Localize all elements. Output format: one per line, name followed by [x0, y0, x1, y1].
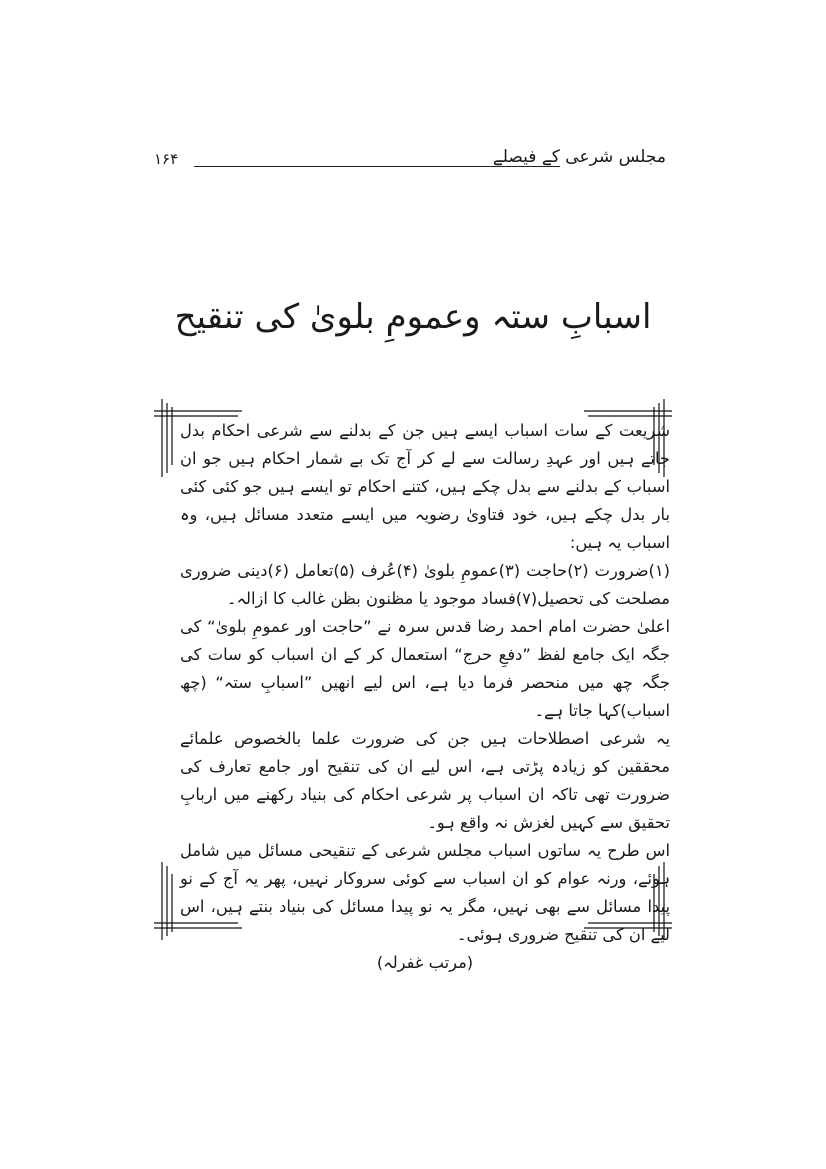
running-header [154, 142, 666, 178]
book-title: مجلس شرعی کے فیصلے [492, 147, 666, 167]
paragraph-terms: یہ شرعی اصطلاحات ہیں جن کی ضرورت علما بالخصوص علمائے محققین کو زیادہ پڑتی ہے، اس لیے ان کی تنقیح اور جامع تعارف کی ضرورت تھی تاکہ ان اسباب پر شرعی احکام کی بنیاد رکھنے میں اربابِ تحقیق سے کہیں لغزش نہ واقع ہو۔ [180, 729, 670, 832]
paragraph-conclusion: اس طرح یہ ساتوں اسباب مجلس شرعی کے تنقیحی مسائل میں شامل ہوئے، ورنہ عوام کو ان اسباب سے کوئی سروکار نہیں، پھر یہ آج کے نو پیدا مسائل سے بھی نہیں، مگر یہ نو پیدا مسائل کی بنیاد بنتے ہیں، اس لیے ان کی تنقیح ضروری ہوئی۔ [180, 841, 670, 944]
paragraph-intro: شریعت کے سات اسباب ایسے ہیں جن کے بدلنے سے شرعی احکام بدل جاتے ہیں اور عہدِ رسالت سے لے کر آج تک بے شمار احکام ہیں جو ان اسباب کے بدلنے سے بدل چکے ہیں، کتنے احکام تو ایسے ہیں جو کئی کئی بار بدل چکے ہیں، خود فتاویٰ رضویہ میں ایسے متعدد مسائل ہیں، وہ اسباب یہ ہیں: [180, 421, 670, 552]
page-number: ۱۶۴ [154, 150, 179, 168]
paragraph-list-of-causes: (۱)ضرورت (۲)حاجت (۳)عمومِ بلویٰ (۴)عُرف (۵)تعامل (۶)دینی ضروری مصلحت کی تحصیل(۷)فساد موجود یا مظنون بظن غالب کا ازالہ۔ [180, 561, 670, 608]
signature: (مرتب غفرلہ) [376, 953, 474, 972]
chapter-title: اسبابِ ستہ وعمومِ بلویٰ کی تنقیح [174, 297, 652, 337]
paragraph-ala-hazrat: اعلیٰ حضرت امام احمد رضا قدس سرہ نے ”حاجت اور عمومِ بلویٰ“ کی جگہ ایک جامع لفظ ”دفعِ حرج“ استعمال کر کے ان اسباب کو سات کی جگہ چھ میں منحصر فرما دیا ہے، اس لیے انھیں ”اسبابِ ستہ“ (چھ اسباب)کہا جاتا ہے۔ [180, 617, 670, 720]
body-text [180, 417, 670, 977]
header-rule [194, 166, 560, 167]
